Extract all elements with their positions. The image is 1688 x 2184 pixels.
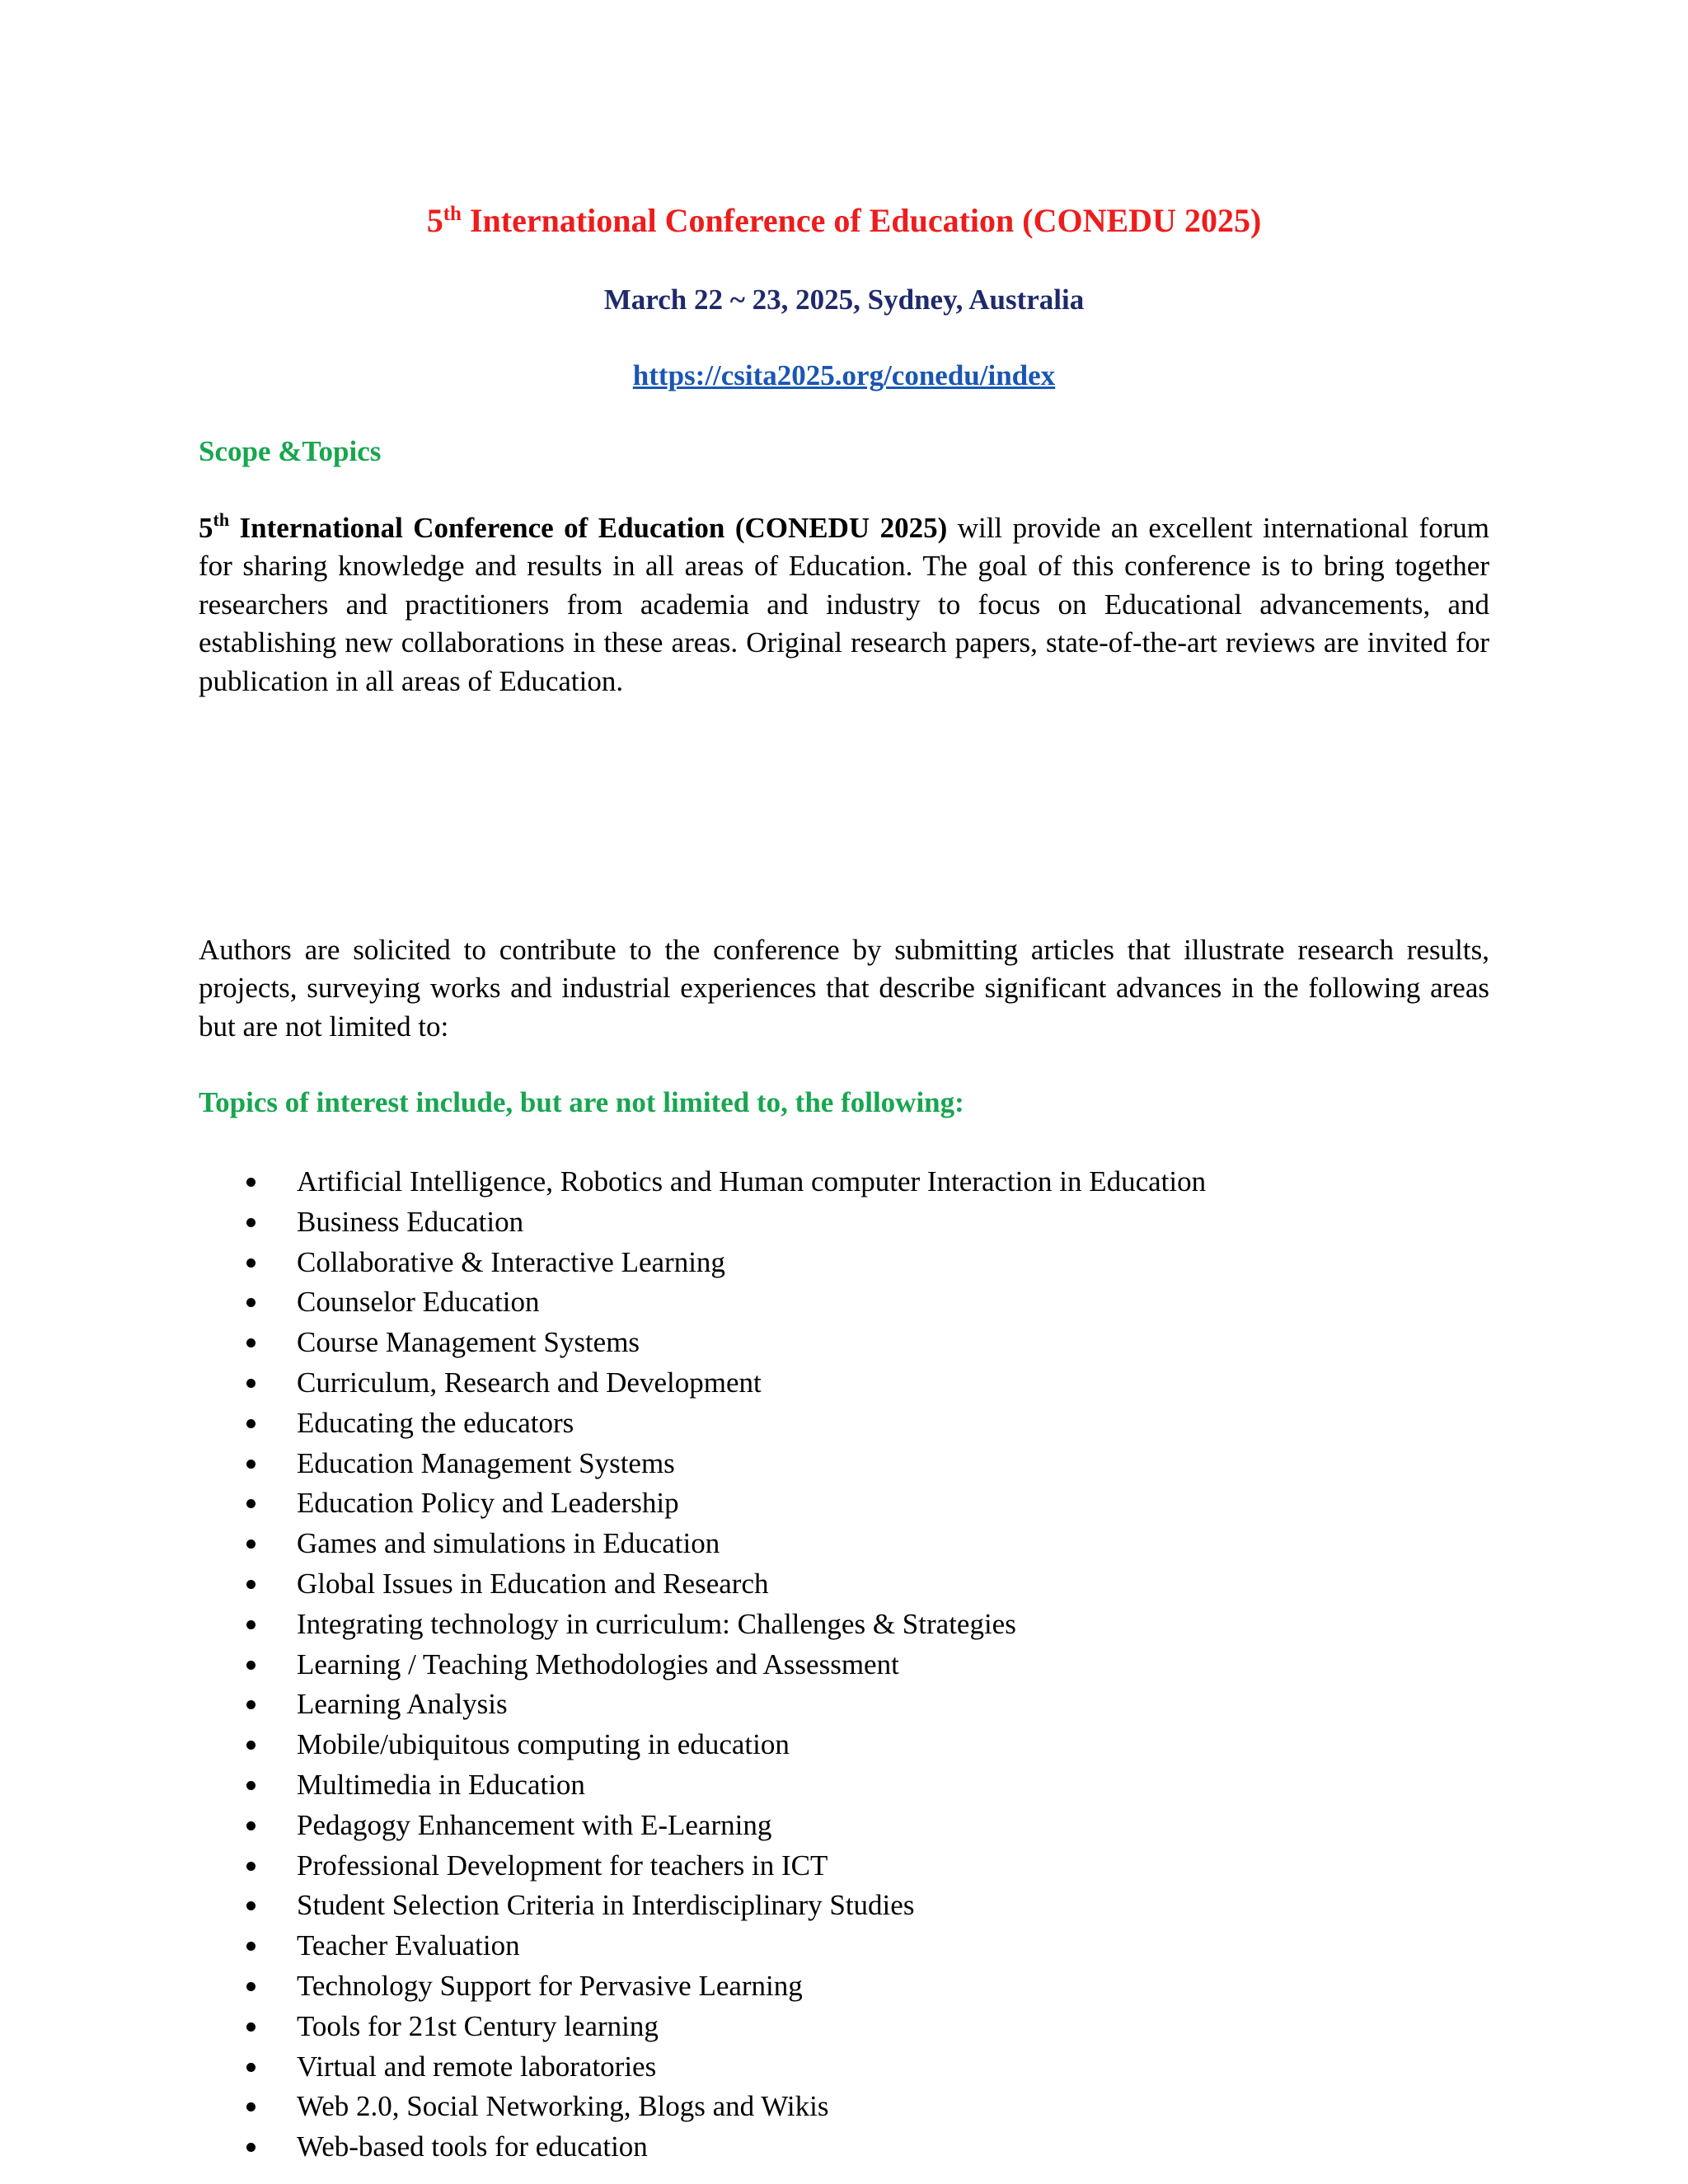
list-item bbox=[199, 1444, 1489, 1484]
bullet-icon bbox=[246, 2022, 256, 2032]
bullet-icon bbox=[246, 1901, 256, 1910]
topic-text: Global Issues in Education and Research bbox=[297, 1567, 769, 1600]
list-item bbox=[199, 1725, 1489, 1765]
topic-text: Teacher Evaluation bbox=[297, 1929, 520, 1962]
bullet-icon bbox=[246, 2063, 256, 2072]
topic-text: Tools for 21st Century learning bbox=[297, 2009, 659, 2042]
topic-text: Course Management Systems bbox=[297, 1326, 640, 1359]
list-item bbox=[199, 1363, 1489, 1404]
bullet-icon bbox=[246, 1499, 256, 1508]
bullet-icon bbox=[246, 1540, 256, 1549]
topic-text: Educating the educators bbox=[297, 1406, 574, 1439]
title-ordinal-suffix: th bbox=[443, 203, 462, 225]
topic-text: Education Policy and Leadership bbox=[297, 1487, 679, 1520]
title-ordinal: 5 bbox=[426, 202, 443, 239]
list-item bbox=[199, 1483, 1489, 1524]
list-item bbox=[199, 1886, 1489, 1926]
list-item bbox=[199, 2127, 1489, 2168]
intro-conference-name-text: International Conference of Education (CONEDU 2025) bbox=[229, 512, 948, 544]
list-item bbox=[199, 1524, 1489, 1564]
topic-text: Student Selection Criteria in Interdisciplinary Studies bbox=[297, 1889, 915, 1922]
topic-text: Artificial Intelligence, Robotics and Human computer Interaction in Education bbox=[297, 1165, 1207, 1197]
topic-text: Professional Development for teachers in ICT bbox=[297, 1849, 828, 1882]
bullet-icon bbox=[246, 1419, 256, 1428]
topic-text: Integrating technology in curriculum: Challenges & Strategies bbox=[297, 1607, 1016, 1640]
intro-ordinal-suffix: th bbox=[213, 509, 230, 530]
topic-text: Games and simulations in Education bbox=[297, 1527, 720, 1560]
list-item bbox=[199, 1966, 1489, 2007]
bullet-icon bbox=[246, 1661, 256, 1670]
list-item bbox=[199, 1564, 1489, 1605]
list-item bbox=[199, 1162, 1489, 1202]
intro-conference-name bbox=[199, 509, 948, 544]
url-line bbox=[199, 356, 1489, 396]
topic-text: Learning / Teaching Methodologies and Assessment bbox=[297, 1647, 899, 1680]
list-item bbox=[199, 1605, 1489, 1645]
topic-text: Curriculum, Research and Development bbox=[297, 1366, 762, 1399]
topic-text: Virtual and remote laboratories bbox=[297, 2050, 657, 2083]
list-item bbox=[199, 1645, 1489, 1685]
solicitation-paragraph: Authors are solicited to contribute to the conference by submitting articles that illustrate research results, projects, surveying works and industrial experiences that describe significant advances in the following areas but are not limited to: bbox=[199, 934, 1489, 1043]
topic-text: Pedagogy Enhancement with E-Learning bbox=[297, 1808, 772, 1841]
intro-ordinal: 5 bbox=[199, 512, 213, 544]
topic-text: Technology Support for Pervasive Learning bbox=[297, 1969, 803, 2002]
list-item bbox=[199, 1806, 1489, 1846]
title-text: International Conference of Education (CONEDU 2025) bbox=[461, 202, 1262, 239]
scope-heading: Scope &Topics bbox=[199, 435, 382, 467]
bullet-icon bbox=[246, 2102, 256, 2111]
bullet-icon bbox=[246, 1178, 256, 1187]
topic-text: Counselor Education bbox=[297, 1286, 540, 1319]
bullet-icon bbox=[246, 1821, 256, 1830]
topic-text: Web 2.0, Social Networking, Blogs and Wikis bbox=[297, 2090, 829, 2123]
conference-dates: March 22 ~ 23, 2025, Sydney, Australia bbox=[603, 284, 1085, 316]
bullet-icon bbox=[246, 1700, 256, 1709]
topic-text: Education Management Systems bbox=[297, 1446, 675, 1479]
intro-paragraph bbox=[199, 509, 1489, 701]
bullet-icon bbox=[246, 1982, 256, 1991]
list-item bbox=[199, 2087, 1489, 2127]
list-item bbox=[199, 1202, 1489, 1243]
topics-list bbox=[199, 1162, 1489, 2168]
bullet-icon bbox=[246, 1258, 256, 1268]
list-item bbox=[199, 1323, 1489, 1363]
bullet-icon bbox=[246, 1460, 256, 1469]
topic-text: Business Education bbox=[297, 1205, 524, 1238]
list-item bbox=[199, 1765, 1489, 1806]
topics-heading: Topics of interest include, but are not limited to, the following: bbox=[199, 1086, 964, 1118]
list-item bbox=[199, 1282, 1489, 1323]
bullet-icon bbox=[246, 1741, 256, 1750]
list-item bbox=[199, 2007, 1489, 2047]
list-item bbox=[199, 1685, 1489, 1725]
list-item bbox=[199, 1404, 1489, 1444]
topic-text: Multimedia in Education bbox=[297, 1768, 585, 1801]
list-item bbox=[199, 1243, 1489, 1283]
bullet-icon bbox=[246, 1781, 256, 1790]
topic-text: Mobile/ubiquitous computing in education bbox=[297, 1728, 790, 1761]
list-item bbox=[199, 2047, 1489, 2088]
bullet-icon bbox=[246, 1379, 256, 1388]
bullet-icon bbox=[246, 1942, 256, 1951]
document-content bbox=[199, 194, 1490, 2163]
bullet-icon bbox=[246, 1338, 256, 1347]
bullet-icon bbox=[246, 2143, 256, 2152]
list-item bbox=[199, 1846, 1489, 1886]
topic-text: Web-based tools for education bbox=[297, 2130, 648, 2163]
topic-text: Collaborative & Interactive Learning bbox=[297, 1245, 725, 1278]
topic-text: Learning Analysis bbox=[297, 1688, 508, 1721]
conference-url-link[interactable]: https://csita2025.org/conedu/index bbox=[632, 359, 1056, 391]
intro-paragraph-text: will provide an excellent international forum for sharing knowledge and results in all areas of Education. The goal of this conference is to bring together researchers and practitioners from academia and industry to focus on Educational advancements, and establishing new collaborations in these areas. Original research papers, state-of-the-art reviews are invited for publication in all areas of Education. bbox=[199, 512, 1490, 697]
bullet-icon bbox=[246, 1862, 256, 1871]
list-item bbox=[199, 1926, 1489, 1966]
bullet-icon bbox=[246, 1218, 256, 1227]
bullet-icon bbox=[246, 1620, 256, 1629]
bullet-icon bbox=[246, 1580, 256, 1589]
conference-title bbox=[199, 194, 1489, 247]
bullet-icon bbox=[246, 1298, 256, 1307]
